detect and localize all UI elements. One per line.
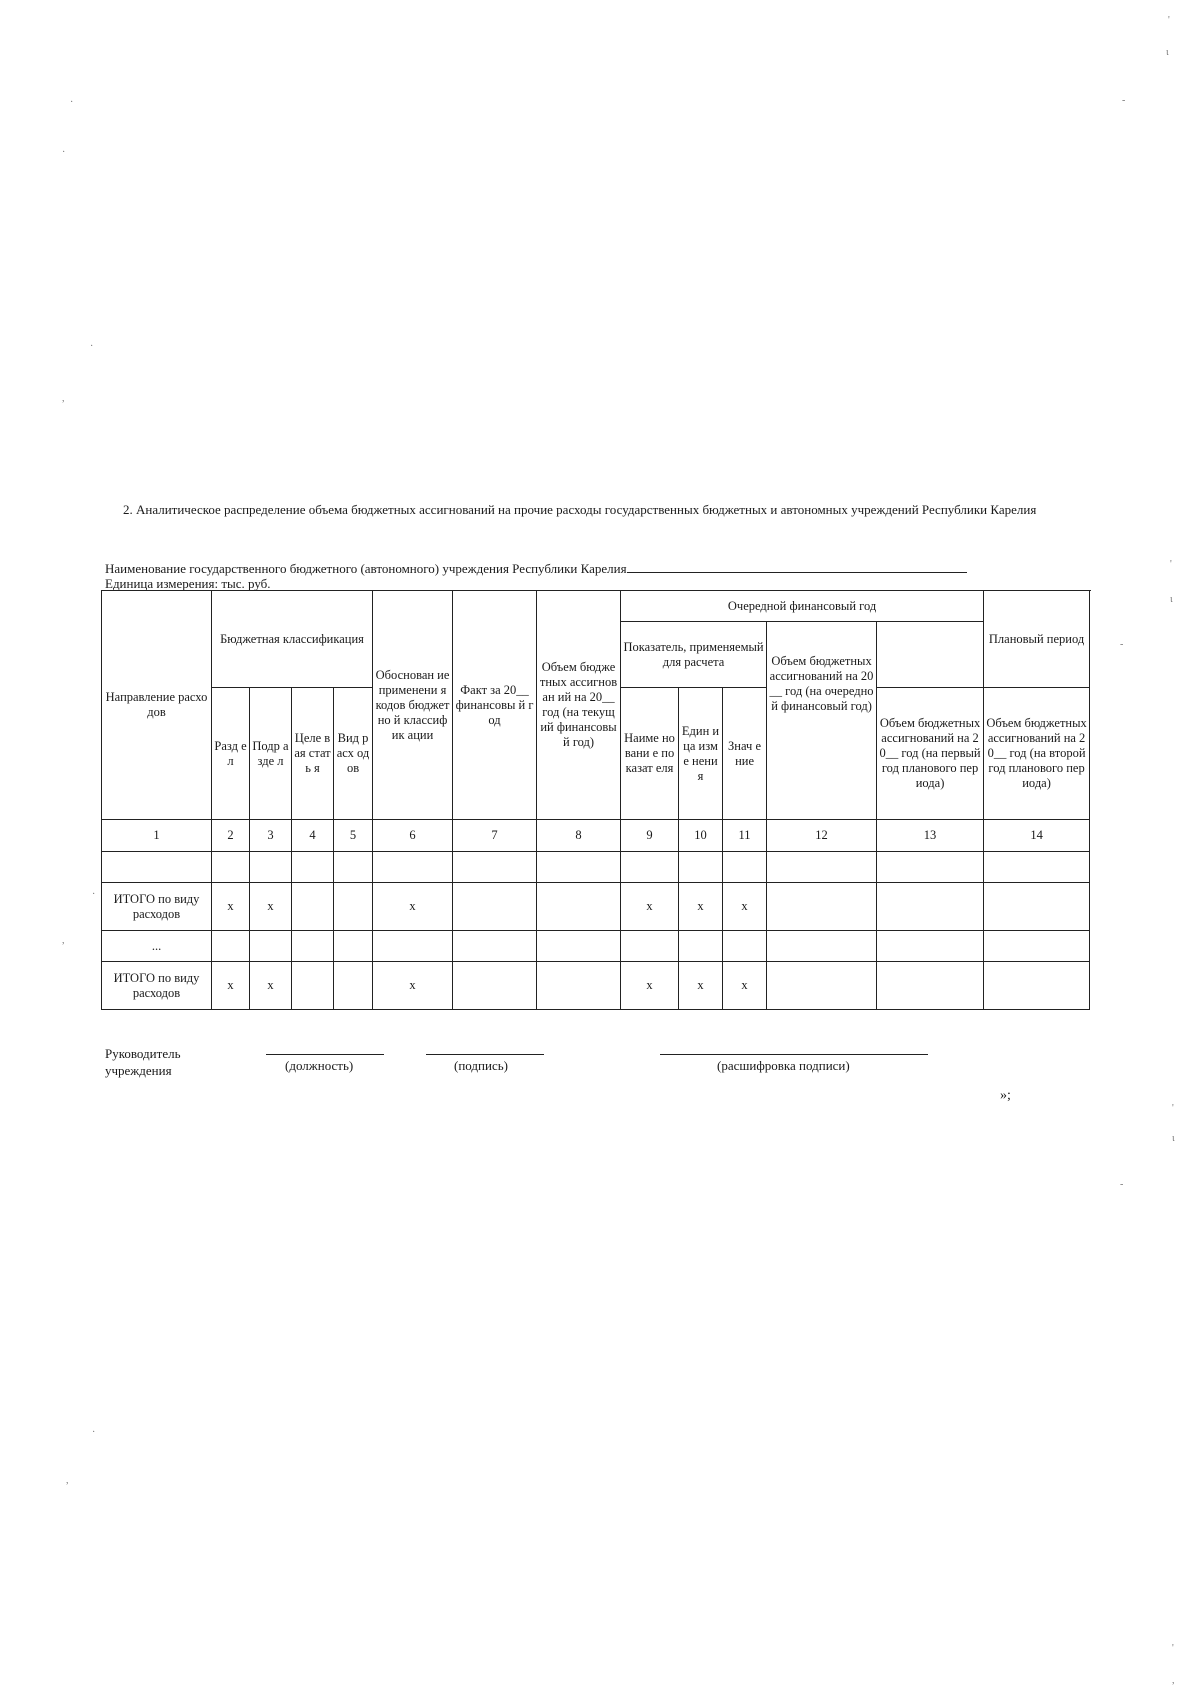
- table-cell[interactable]: [334, 931, 373, 962]
- table-cell[interactable]: [621, 852, 679, 883]
- table-cell[interactable]: [373, 931, 453, 962]
- column-number: 5: [334, 820, 373, 852]
- institution-name-field[interactable]: [627, 560, 967, 573]
- table-cell[interactable]: [292, 931, 334, 962]
- table-cell[interactable]: [453, 852, 537, 883]
- scan-speck: ': [1170, 559, 1172, 570]
- table-cell[interactable]: [373, 852, 453, 883]
- table-cell[interactable]: [984, 931, 1090, 962]
- header-justification: Обоснован ие применени я кодов бюджетно й классифик ации: [373, 591, 453, 820]
- unit-label: Единица измерения: тыс. руб.: [105, 576, 271, 591]
- table-cell[interactable]: [453, 962, 537, 1010]
- ellipsis-row: [102, 931, 1090, 962]
- table-cell[interactable]: [767, 962, 877, 1010]
- table-row: [102, 852, 1090, 883]
- x-mark: x: [679, 962, 723, 1010]
- scan-speck: -: [1120, 639, 1124, 650]
- signature-caption: (подпись): [454, 1058, 508, 1073]
- x-mark: x: [250, 962, 292, 1010]
- scan-speck: ·: [92, 1427, 96, 1438]
- header-plan-year-2: Объем бюджетных ассигнований на 20__ год (на второй год планового периода): [984, 688, 1090, 820]
- scan-speck: ,: [1172, 1675, 1175, 1686]
- position-caption: (должность): [285, 1058, 354, 1073]
- table-cell[interactable]: [984, 883, 1090, 931]
- table-cell[interactable]: [537, 883, 621, 931]
- table-cell[interactable]: [212, 931, 250, 962]
- scan-speck: ι: [1170, 594, 1173, 605]
- column-number: 11: [723, 820, 767, 852]
- table-cell[interactable]: [621, 931, 679, 962]
- x-mark: x: [373, 962, 453, 1010]
- column-number-row: [102, 820, 1090, 852]
- x-mark: x: [250, 883, 292, 931]
- scan-speck: ': [1172, 1103, 1174, 1114]
- scan-speck: -: [1120, 1179, 1124, 1190]
- column-number: 6: [373, 820, 453, 852]
- table-cell[interactable]: [767, 852, 877, 883]
- scan-speck: ·: [70, 97, 74, 108]
- table-cell[interactable]: [537, 931, 621, 962]
- total-row: [102, 883, 1090, 931]
- scan-speck: ·: [90, 341, 94, 352]
- header-expense-type: Вид расх одов: [334, 688, 373, 820]
- allocation-table: [101, 590, 1090, 1010]
- signature-line[interactable]: [426, 1054, 544, 1055]
- header-next-year-volume: Объем бюджетных ассигнований на 20__ год (на очередной финансовый год): [767, 622, 877, 820]
- table-cell[interactable]: [453, 883, 537, 931]
- table-cell[interactable]: [334, 852, 373, 883]
- head-of-institution-label: Руководитель учреждения: [105, 1046, 181, 1078]
- header-indicator-unit: Един ица изме нения: [679, 688, 723, 820]
- column-number: 8: [537, 820, 621, 852]
- header-current-year-volume: Объем бюджетных ассигнован ий на 20__ год (на текущий финансовы й год): [537, 591, 621, 820]
- table-cell[interactable]: [537, 962, 621, 1010]
- section-heading: 2. Аналитическое распределение объема бюджетных ассигнований на прочие расходы государственных бюджетных и автономных учреждений Республики Карелия: [123, 502, 1037, 517]
- column-number: 13: [877, 820, 984, 852]
- header-fact: Факт за 20__ финансовы й год: [453, 591, 537, 820]
- table-cell[interactable]: [767, 931, 877, 962]
- total-label: ИТОГО по виду расходов: [102, 962, 212, 1010]
- table-cell[interactable]: [537, 852, 621, 883]
- scan-speck: ,: [62, 393, 65, 404]
- institution-label: Наименование государственного бюджетного (автономного) учреждения Республики Карелия: [105, 561, 627, 576]
- header-planning-period: Плановый период: [984, 591, 1090, 688]
- header-next-financial-year: Очередной финансовый год: [621, 591, 984, 622]
- x-mark: x: [723, 883, 767, 931]
- table-cell[interactable]: [723, 852, 767, 883]
- ellipsis-label: ...: [102, 931, 212, 962]
- header-plan-year-1: Объем бюджетных ассигнований на 20__ год (на первый год планового периода): [877, 688, 984, 820]
- table-cell[interactable]: [877, 962, 984, 1010]
- table-cell[interactable]: [984, 852, 1090, 883]
- table-cell[interactable]: [679, 852, 723, 883]
- header-indicator-name: Наиме новани е показат еля: [621, 688, 679, 820]
- header-section: Разд ел: [212, 688, 250, 820]
- x-mark: x: [723, 962, 767, 1010]
- column-number: 2: [212, 820, 250, 852]
- decoding-caption: (расшифровка подписи): [717, 1058, 850, 1073]
- table-cell[interactable]: [292, 883, 334, 931]
- column-number: 1: [102, 820, 212, 852]
- header-direction: Направление расходов: [102, 591, 212, 820]
- scan-speck: ': [1168, 15, 1170, 26]
- table-cell[interactable]: [102, 852, 212, 883]
- table-cell[interactable]: [334, 962, 373, 1010]
- header-target-article: Целе вая стать я: [292, 688, 334, 820]
- scan-speck: -: [1122, 95, 1126, 106]
- institution-line: [105, 560, 967, 577]
- table-cell[interactable]: [877, 931, 984, 962]
- column-number: 7: [453, 820, 537, 852]
- header-subsection: Подр азде л: [250, 688, 292, 820]
- scan-speck: ι: [1172, 1133, 1175, 1144]
- column-number: 4: [292, 820, 334, 852]
- scan-speck: ·: [62, 147, 66, 158]
- column-number: 14: [984, 820, 1090, 852]
- position-line[interactable]: [266, 1054, 384, 1055]
- scan-speck: ,: [62, 935, 65, 946]
- x-mark: x: [212, 962, 250, 1010]
- total-label: ИТОГО по виду расходов: [102, 883, 212, 931]
- scan-speck: ,: [66, 1475, 69, 1486]
- table-cell[interactable]: [877, 852, 984, 883]
- x-mark: x: [679, 883, 723, 931]
- table-cell[interactable]: [250, 931, 292, 962]
- signature-decoding-line[interactable]: [660, 1054, 928, 1055]
- table-cell[interactable]: [723, 931, 767, 962]
- column-number: 9: [621, 820, 679, 852]
- x-mark: x: [621, 883, 679, 931]
- closing-quote: »;: [1000, 1088, 1011, 1103]
- table-cell[interactable]: [334, 883, 373, 931]
- table-cell[interactable]: [292, 962, 334, 1010]
- header-budget-classification: Бюджетная классификация: [212, 591, 373, 688]
- table-cell[interactable]: [212, 852, 250, 883]
- scan-speck: ·: [92, 889, 96, 900]
- table-cell[interactable]: [877, 883, 984, 931]
- column-number: 10: [679, 820, 723, 852]
- table-cell[interactable]: [292, 852, 334, 883]
- x-mark: x: [621, 962, 679, 1010]
- table-cell[interactable]: [250, 852, 292, 883]
- table-cell[interactable]: [679, 931, 723, 962]
- total-row: [102, 962, 1090, 1010]
- table-cell[interactable]: [767, 883, 877, 931]
- header-indicator: Показатель, применяемый для расчета: [621, 622, 767, 688]
- scan-speck: ι: [1166, 47, 1169, 58]
- table-cell[interactable]: [453, 931, 537, 962]
- table-cell[interactable]: [984, 962, 1090, 1010]
- x-mark: x: [373, 883, 453, 931]
- column-number: 3: [250, 820, 292, 852]
- column-number: 12: [767, 820, 877, 852]
- header-indicator-value: Знач ение: [723, 688, 767, 820]
- x-mark: x: [212, 883, 250, 931]
- scan-speck: ': [1172, 1643, 1174, 1654]
